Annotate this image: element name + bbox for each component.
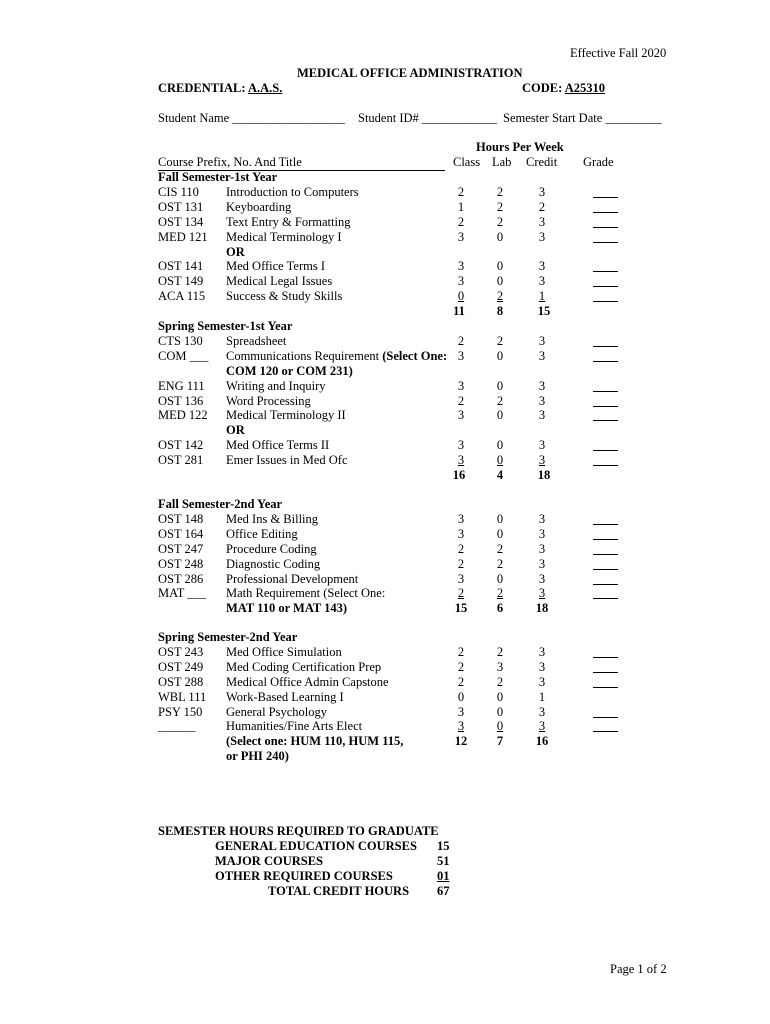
course-code: OST 281: [158, 453, 204, 468]
credit-hours: 3: [538, 571, 546, 586]
semester-start-field[interactable]: Semester Start Date _________: [503, 111, 662, 125]
course-title: Med Ins & Billing: [226, 511, 319, 526]
class-hours: 3: [457, 571, 465, 586]
course-title: or PHI 240): [226, 749, 289, 764]
course-code: CIS 110: [158, 184, 199, 199]
credit-hours: 3: [538, 393, 546, 408]
total-lab-hours: 4: [496, 468, 504, 482]
lab-hours: 2: [496, 199, 504, 214]
lab-hours: 2: [496, 674, 504, 689]
grade-blank[interactable]: [593, 201, 618, 213]
total-credit-hours: 18: [537, 468, 551, 482]
credit-hours: 1: [538, 289, 546, 304]
class-hours: 2: [457, 541, 465, 556]
class-column-heading: Class: [453, 155, 481, 169]
class-hours: 2: [457, 214, 465, 229]
course-code: CTS 130: [158, 333, 203, 348]
credit-hours: 3: [538, 438, 546, 453]
grade-blank[interactable]: [593, 380, 618, 392]
grade-blank[interactable]: [593, 350, 618, 362]
credit-hours: 3: [538, 333, 546, 348]
code-value: A25310: [564, 81, 605, 95]
course-title: Keyboarding: [226, 199, 292, 214]
credit-hours: 2: [538, 199, 546, 214]
total-lab-hours: 6: [496, 601, 504, 616]
course-code: OST 247: [158, 541, 204, 556]
class-hours: 3: [457, 378, 465, 393]
credit-hours: 3: [538, 541, 546, 556]
credit-hours: 3: [538, 408, 546, 423]
lab-hours: 0: [496, 438, 504, 453]
hours-per-week-heading: Hours Per Week: [476, 140, 564, 154]
class-hours: 3: [457, 719, 465, 734]
course-title: Med Coding Certification Prep: [226, 659, 382, 674]
total-class-hours: 15: [454, 601, 468, 616]
lab-hours: 0: [496, 571, 504, 586]
grade-blank[interactable]: [593, 216, 618, 228]
class-hours: 2: [457, 659, 465, 674]
course-title: Emer Issues in Med Ofc: [226, 453, 348, 468]
lab-hours: 0: [496, 719, 504, 734]
lab-hours: 2: [496, 586, 504, 601]
lab-hours: 0: [496, 453, 504, 468]
credit-hours: 3: [538, 526, 546, 541]
lab-hours: 2: [496, 184, 504, 199]
credential-label: CREDENTIAL:: [158, 81, 246, 95]
credit-hours: 3: [538, 184, 546, 199]
class-hours: 2: [457, 333, 465, 348]
course-code: OST 134: [158, 214, 204, 229]
course-code: OST 141: [158, 259, 204, 274]
grade-blank[interactable]: [593, 706, 618, 718]
course-code: OST 249: [158, 659, 204, 674]
grade-blank[interactable]: [593, 558, 618, 570]
credit-hours: 3: [538, 259, 546, 274]
course-code: OST 248: [158, 556, 204, 571]
course-title: Medical Office Admin Capstone: [226, 674, 389, 689]
grade-blank[interactable]: [593, 454, 618, 466]
course-title: COM 120 or COM 231): [226, 363, 353, 378]
total-credit-hours: 16: [535, 734, 549, 749]
course-title: Work-Based Learning I: [226, 689, 344, 704]
course-title: Diagnostic Coding: [226, 556, 321, 571]
grade-blank[interactable]: [593, 661, 618, 673]
lab-hours: 3: [496, 659, 504, 674]
summary-general-value: 15: [437, 839, 450, 853]
class-hours: 3: [457, 438, 465, 453]
course-code: PSY 150: [158, 704, 203, 719]
course-code: ENG 111: [158, 378, 205, 393]
total-class-hours: 11: [453, 304, 465, 319]
credit-hours: 3: [538, 659, 546, 674]
total-class-hours: 12: [454, 734, 468, 749]
class-hours: 3: [457, 229, 465, 244]
student-id-field[interactable]: Student ID# ____________: [358, 111, 497, 125]
grade-blank[interactable]: [593, 573, 618, 585]
lab-hours: 0: [496, 274, 504, 289]
grade-column-heading: Grade: [583, 155, 614, 169]
course-title: Math Requirement (Select One:: [226, 586, 386, 601]
course-code: OST 164: [158, 526, 204, 541]
credit-hours: 3: [538, 674, 546, 689]
class-hours: 2: [457, 644, 465, 659]
credit-hours: 3: [538, 586, 546, 601]
course-title: Spreadsheet: [226, 333, 287, 348]
grade-blank[interactable]: [593, 260, 618, 272]
lab-hours: 0: [496, 408, 504, 423]
course-title: Communications Requirement (Select One:: [226, 348, 448, 363]
summary-general-label: GENERAL EDUCATION COURSES: [215, 839, 417, 853]
course-title: OR: [226, 423, 245, 438]
course-title: Procedure Coding: [226, 541, 317, 556]
credit-hours: 3: [538, 511, 546, 526]
grade-blank[interactable]: [593, 528, 618, 540]
total-credit-hours: 18: [535, 601, 549, 616]
summary-total-label: TOTAL CREDIT HOURS: [268, 884, 410, 898]
course-title: MAT 110 or MAT 143): [226, 601, 348, 616]
course-title: Word Processing: [226, 393, 311, 408]
total-lab-hours: 8: [496, 304, 504, 319]
course-code: WBL 111: [158, 689, 207, 704]
course-title: Med Office Terms I: [226, 259, 325, 274]
course-title: Medical Terminology II: [226, 408, 346, 423]
lab-hours: 2: [496, 541, 504, 556]
program-title: MEDICAL OFFICE ADMINISTRATION: [297, 66, 523, 80]
grade-blank[interactable]: [593, 720, 618, 732]
class-hours: 2: [457, 674, 465, 689]
course-code: OST 136: [158, 393, 204, 408]
credit-hours: 3: [538, 348, 546, 363]
course-code: ACA 115: [158, 289, 206, 304]
student-name-field[interactable]: Student Name __________________: [158, 111, 345, 125]
credit-hours: 3: [538, 229, 546, 244]
course-column-heading: Course Prefix, No. And Title: [158, 155, 445, 171]
class-hours: 2: [457, 586, 465, 601]
credit-hours: 3: [538, 644, 546, 659]
total-lab-hours: 7: [496, 734, 504, 749]
class-hours: 3: [457, 526, 465, 541]
course-code: OST 131: [158, 199, 204, 214]
lab-hours: 0: [496, 348, 504, 363]
course-code: MED 121: [158, 229, 208, 244]
credit-hours: 3: [538, 214, 546, 229]
course-title: Text Entry & Formatting: [226, 214, 351, 229]
semester-heading: Fall Semester-2nd Year: [158, 497, 283, 511]
class-hours: 2: [457, 393, 465, 408]
total-class-hours: 16: [452, 468, 466, 482]
credit-hours: 3: [538, 556, 546, 571]
class-hours: 3: [457, 348, 465, 363]
course-title: Medical Legal Issues: [226, 274, 333, 289]
lab-hours: 0: [496, 378, 504, 393]
grade-blank[interactable]: [593, 395, 618, 407]
course-code: OST 243: [158, 644, 204, 659]
lab-hours: 0: [496, 689, 504, 704]
lab-column-heading: Lab: [492, 155, 512, 169]
credit-hours: 3: [538, 704, 546, 719]
course-code: MED 122: [158, 408, 208, 423]
class-hours: 3: [457, 704, 465, 719]
course-title: (Select one: HUM 110, HUM 115,: [226, 734, 404, 749]
course-title: Introduction to Computers: [226, 184, 359, 199]
course-code: OST 149: [158, 274, 204, 289]
class-hours: 3: [457, 259, 465, 274]
grade-blank[interactable]: [593, 290, 618, 302]
course-title: OR: [226, 244, 245, 259]
lab-hours: 0: [496, 229, 504, 244]
credit-hours: 3: [538, 378, 546, 393]
credit-hours: 1: [538, 689, 546, 704]
course-title: Med Office Terms II: [226, 438, 330, 453]
code-label: CODE:: [522, 81, 563, 95]
lab-hours: 0: [496, 259, 504, 274]
course-title: Success & Study Skills: [226, 289, 343, 304]
course-title: General Psychology: [226, 704, 328, 719]
total-credit-hours: 15: [537, 304, 551, 319]
course-code: OST 142: [158, 438, 204, 453]
grade-blank[interactable]: [593, 409, 618, 421]
course-code: MAT ___: [158, 586, 207, 601]
course-code: OST 148: [158, 511, 204, 526]
lab-hours: 0: [496, 704, 504, 719]
lab-hours: 0: [496, 526, 504, 541]
credential-value: A.A.S.: [247, 81, 283, 95]
grade-blank[interactable]: [593, 513, 618, 525]
summary-other-label: OTHER REQUIRED COURSES: [215, 869, 393, 883]
grade-blank[interactable]: [593, 439, 618, 451]
lab-hours: 2: [496, 393, 504, 408]
class-hours: 1: [457, 199, 465, 214]
summary-other-value: 01: [437, 869, 450, 883]
class-hours: 3: [457, 511, 465, 526]
lab-hours: 0: [496, 511, 504, 526]
class-hours: 2: [457, 184, 465, 199]
grade-blank[interactable]: [593, 231, 618, 243]
class-hours: 3: [457, 274, 465, 289]
summary-major-value: 51: [437, 854, 450, 868]
program-code: [522, 81, 605, 96]
course-code: ______: [158, 719, 196, 734]
credit-hours: 3: [538, 719, 546, 734]
lab-hours: 2: [496, 644, 504, 659]
course-code: COM ___: [158, 348, 209, 363]
course-code: OST 286: [158, 571, 204, 586]
class-hours: 2: [457, 556, 465, 571]
page-number: Page 1 of 2: [610, 962, 667, 976]
course-title: Humanities/Fine Arts Elect: [226, 719, 363, 734]
semester-heading: Fall Semester-1st Year: [158, 170, 278, 184]
grade-blank[interactable]: [593, 676, 618, 688]
semester-heading: Spring Semester-2nd Year: [158, 630, 298, 644]
class-hours: 3: [457, 453, 465, 468]
credit-hours: 3: [538, 274, 546, 289]
credit-column-heading: Credit: [526, 155, 558, 169]
course-title: Medical Terminology I: [226, 229, 342, 244]
lab-hours: 2: [496, 556, 504, 571]
summary-major-label: MAJOR COURSES: [215, 854, 323, 868]
course-title: Professional Development: [226, 571, 359, 586]
effective-date: Effective Fall 2020: [570, 46, 667, 60]
grade-blank[interactable]: [593, 186, 618, 198]
lab-hours: 2: [496, 214, 504, 229]
summary-total-value: 67: [437, 884, 450, 898]
lab-hours: 2: [496, 333, 504, 348]
course-code: OST 288: [158, 674, 204, 689]
course-title: Writing and Inquiry: [226, 378, 326, 393]
class-hours: 3: [457, 408, 465, 423]
course-title: Med Office Simulation: [226, 644, 342, 659]
semester-heading: Spring Semester-1st Year: [158, 319, 293, 333]
grade-blank[interactable]: [593, 335, 618, 347]
class-hours: 0: [457, 289, 465, 304]
course-title: Office Editing: [226, 526, 298, 541]
grade-blank[interactable]: [593, 646, 618, 658]
credential: [158, 81, 282, 96]
summary-heading: SEMESTER HOURS REQUIRED TO GRADUATE: [158, 824, 439, 838]
lab-hours: 2: [496, 289, 504, 304]
class-hours: 0: [457, 689, 465, 704]
grade-blank[interactable]: [593, 587, 618, 599]
course-title-note: (Select One:: [382, 348, 448, 363]
credit-hours: 3: [538, 453, 546, 468]
grade-blank[interactable]: [593, 275, 618, 287]
grade-blank[interactable]: [593, 543, 618, 555]
